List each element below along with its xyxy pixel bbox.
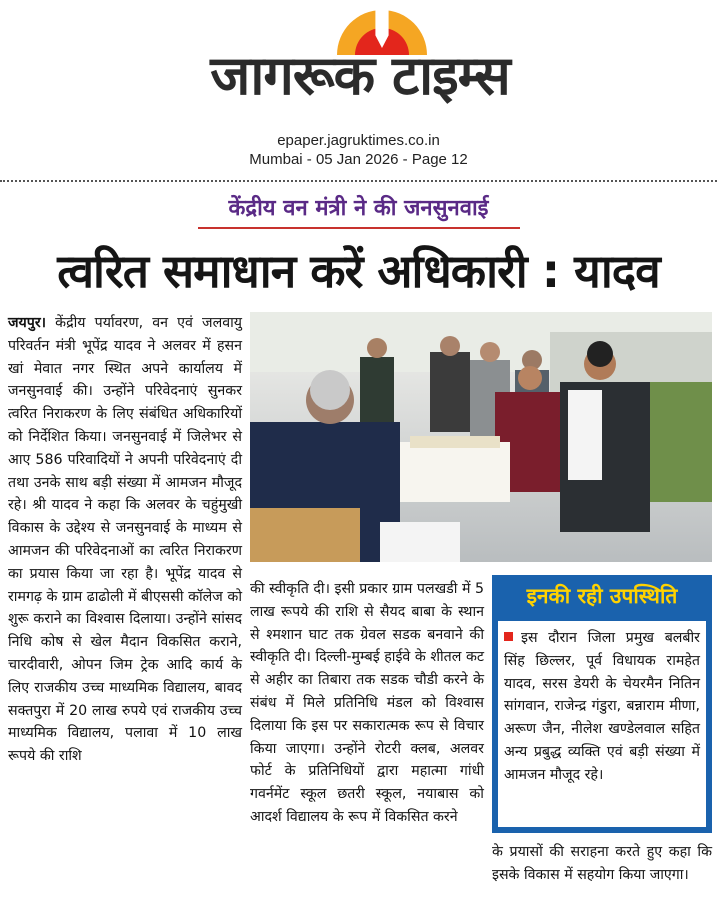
article-headline: त्वरित समाधान करें अधिकारी : यादव — [57, 244, 660, 298]
article-column-1-text: केंद्रीय पर्यावरण, वन एवं जलवायु परिवर्तन मंत्री भूपेंद्र यादव ने अलवर में हसन खां मेवात नगर स्थित अपने कार्यालय में जनसुनवाई की। उन्होंने परिवेदनाएं सुनकर त्वरित निराकरण के लिए संबंधित अधिकारियों को निर्देशित किया। जनसुनवाई में जिलेभर से आए 586 परिवादियों ने अपनी परिवेदनाएं दी तथा उनके साथ बड़ी संख्या में आमजन मौजूद रहे। श्री यादव ने कहा कि अलवर के चहुंमुखी विकास के उद्देश्य से जनसुनवाई के माध्यम से आमजन की परिवेदनाओं का त्वरित निराकरण का प्रयास किया जा रहा है। भूपेंद्र यादव से रामगढ़ के ग्राम ढाढोली में बीएससी कॉलेज को शुरू कराने का विश्वास दिलाया। उन्होंने सांसद निधि कोष से खेल मैदान विकसित कराने, चारदीवारी, ओपन जिम ट्रेक आदि कार्य के लिए राजकीय उच्च माध्यमिक विद्यालय, बावद सक्तपुरा में 20 लाख रुपये एवं राजकीय उच्च माध्यमिक विद्यालय, पलावा में 10 लाख रूपये की राशि — [8, 315, 242, 765]
kicker-underline — [198, 227, 520, 229]
article-column-3: के प्रयासों की सराहना करते हुए कहा कि इसके विकास में सहयोग किया जाएगा। — [492, 844, 712, 883]
attendees-text: इस दौरान जिला प्रमुख बलबीर सिंह छिल्लर, पूर्व विधायक रामहेत यादव, सरस डेयरी के चेयरमैन नितिन सांगवान, राजेन्द्र गंडुरा, बन्नाराम मीणा, अरूण जैन, नीलेश खण्डेलवाल सहित अन्य प्रबुद्ध व्यक्ति एवं बड़ी संख्या में आमजन मौजूद रहे। — [504, 630, 700, 783]
article-column-1 — [8, 312, 242, 768]
epaper-url[interactable]: epaper.jagruktimes.co.in — [277, 132, 440, 149]
article-kicker: केंद्रीय वन मंत्री ने की जनसुनवाई — [228, 196, 489, 221]
article-column-2: की स्वीकृति दी। इसी प्रकार ग्राम पलखडी में 5 लाख रूपये की राशि से सैयद बाबा के स्थान से श्मशान घाट तक ग्रेवल सडक बनवाने की स्वीकृति दी। दिल्ली-मुम्बई हाईवे के शीतल कट से अहीर का तिबारा तक सडक चौडी करने के संबंध में मिले प्रतिनिधि मंडल को विश्वास दिलाया कि इस पर सकारात्मक रूप से विचार किया जाएगा। उन्होंने रोटरी क्लब, अलवर फोर्ट के प्रतिनिधियों द्वारा महात्मा गांधी गवर्नमेंट स्कूल छतरी स्कूल, नयाबास को आदर्श विद्यालय के रूप में विकसित करने — [250, 581, 484, 825]
article-dateline: जयपुर। — [8, 315, 46, 331]
masthead — [0, 0, 717, 120]
attendees-box-title: इनकी रही उपस्थिति — [526, 584, 678, 608]
newspaper-logo[interactable]: जागरूक टाइम्स — [210, 44, 510, 107]
meeting-photo-illustration — [250, 312, 712, 562]
dotted-divider — [0, 180, 717, 182]
edition-info: Mumbai - 05 Jan 2026 - Page 12 — [249, 151, 468, 168]
attendees-box-body — [498, 621, 706, 827]
attendees-box — [492, 575, 712, 833]
news-photo — [250, 312, 712, 562]
bullet-square-icon — [504, 632, 513, 641]
